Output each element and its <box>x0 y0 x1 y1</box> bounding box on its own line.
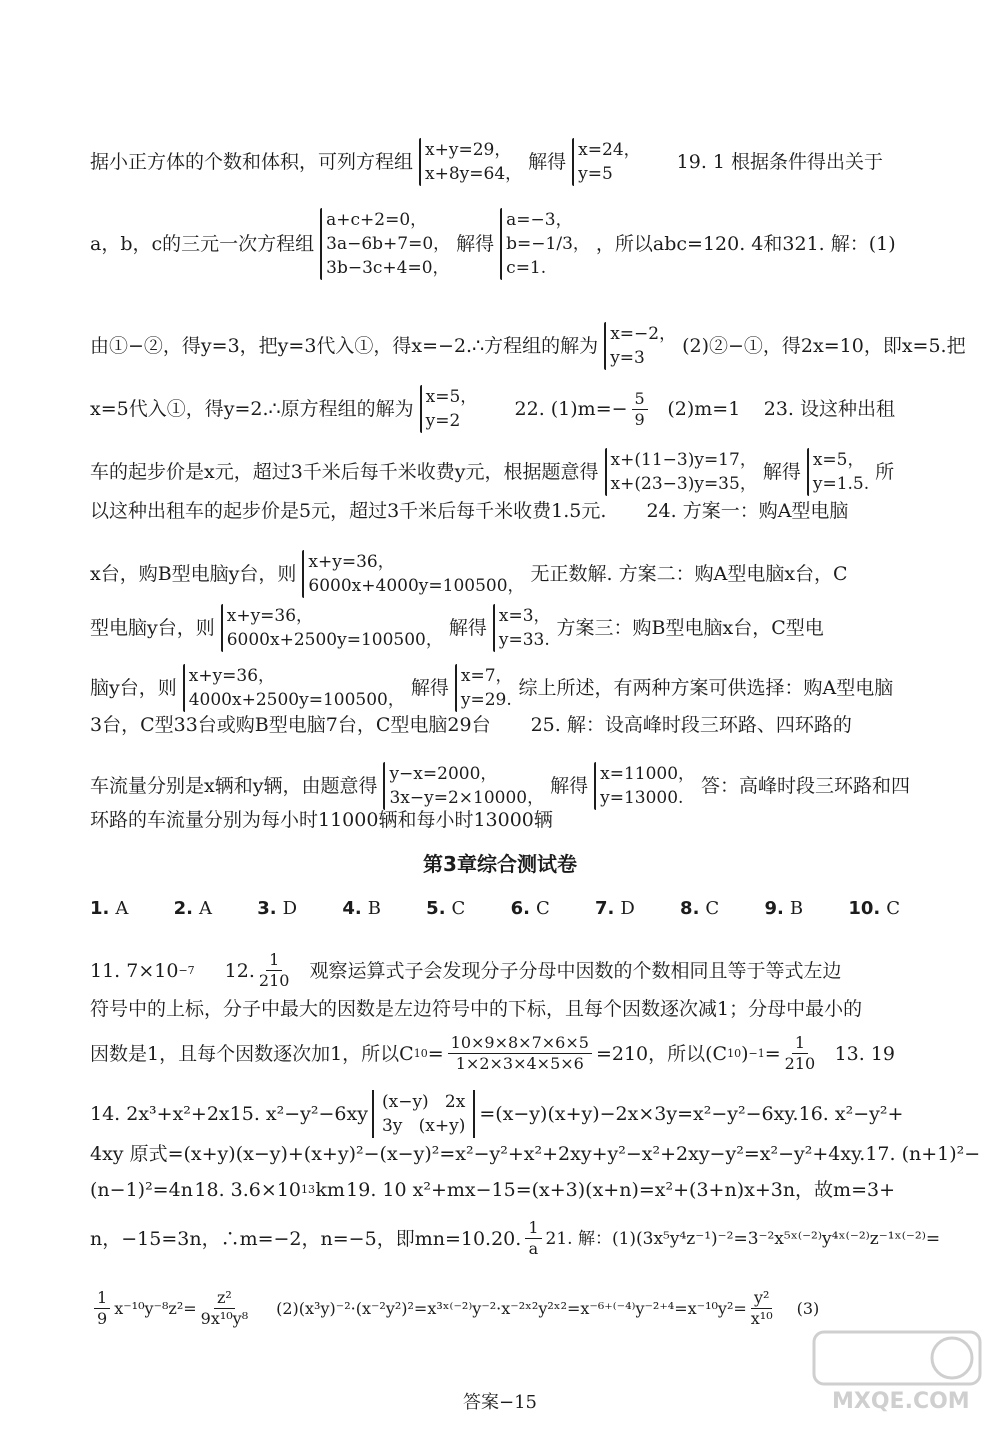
numerator: z² <box>214 1288 235 1309</box>
unit: km <box>315 1179 345 1201</box>
answer-letter: D <box>282 898 298 919</box>
numerator: 1 <box>94 1288 110 1309</box>
text: x台，购B型电脑y台，则 <box>90 563 297 585</box>
text: 车流量分别是x辆和y辆，由题意得 <box>90 775 378 797</box>
question-number: 9. <box>764 898 784 919</box>
denominator: 1×2×3×4×5×6 <box>455 1054 584 1073</box>
numerator: y² <box>751 1288 772 1309</box>
question-25: 25. 解：设高峰时段三环路、四环路的 <box>530 714 852 736</box>
numerator: 5 <box>632 389 648 410</box>
eq: c=1. <box>506 258 547 278</box>
question-17: 17. (n+1)²− <box>865 1143 981 1165</box>
eq: y=13000. <box>600 788 684 808</box>
question-number: 10. <box>848 898 881 919</box>
answer-letter: C <box>705 898 720 919</box>
text: 解得 <box>410 677 449 699</box>
eq: 3x−y=2×10000， <box>389 788 545 808</box>
text: 答：高峰时段三环路和四 <box>701 775 911 797</box>
mcq-answer <box>90 898 128 919</box>
answer-line-11 <box>90 762 911 810</box>
text: 方案三：购B型电脑x台，C型电 <box>556 617 824 639</box>
answer-line-12 <box>90 806 895 834</box>
answer-line-13 <box>90 950 895 991</box>
eq-sign: = <box>427 1042 444 1065</box>
equation-system <box>183 664 405 712</box>
question-number: 4. <box>342 898 362 919</box>
solution-system <box>594 762 695 810</box>
section-title: 第3章综合测试卷 <box>423 852 577 876</box>
eq: x=5， <box>425 387 478 407</box>
eq: x=3， <box>498 606 551 626</box>
denominator: 210 <box>784 1054 816 1073</box>
text: = <box>764 1042 781 1065</box>
eq: 6000x+4000y=100500， <box>308 576 525 596</box>
page-number: 答案−15 <box>463 1392 537 1413</box>
fraction <box>525 1218 541 1259</box>
text: 因数是1，且每个因数逐次加1，所以C <box>90 1042 414 1065</box>
answer-line-10 <box>90 711 895 739</box>
exponent: −7 <box>178 963 195 977</box>
eq: y=5 <box>578 164 613 184</box>
eq: y=1.5. <box>812 474 870 494</box>
question-15: 15. x²−y²−6xy <box>229 1103 368 1125</box>
answer-letter: C <box>451 898 466 919</box>
eq: 6000x+2500y=100500， <box>226 630 443 650</box>
answer-line-5 <box>90 448 895 496</box>
fraction <box>632 389 648 430</box>
eq: 4000x+2500y=100500， <box>188 690 405 710</box>
question-number: 3. <box>257 898 277 919</box>
equation-system <box>320 208 450 280</box>
answer-line-2 <box>90 208 895 280</box>
cell: 2x <box>444 1092 466 1112</box>
question-20: 20. <box>491 1227 522 1250</box>
answer-letter: D <box>620 898 635 919</box>
answer-line-18 <box>90 1176 895 1204</box>
question-11: 11. 7×10 <box>90 959 179 982</box>
eq: y−x=2000， <box>389 764 498 784</box>
answer-letter: A <box>115 898 129 919</box>
question-24: 24. 方案一：购A型电脑 <box>646 500 849 522</box>
det-row <box>382 1114 465 1138</box>
eq: a+c+2=0， <box>326 210 428 230</box>
text: 解得 <box>528 151 567 173</box>
eq: x=7， <box>460 666 513 686</box>
exponent: 13 <box>301 1183 315 1196</box>
mcq-answer <box>426 898 465 919</box>
question-16: 16. x²−y²+ <box>798 1103 904 1125</box>
determinant <box>372 1090 475 1138</box>
denominator: a <box>528 1239 539 1258</box>
eq: x=24， <box>578 140 641 160</box>
text: 解得 <box>762 461 801 483</box>
answer-line-20 <box>90 1288 895 1329</box>
equation-system <box>419 138 522 186</box>
mcq-answer <box>511 898 550 919</box>
eq: x+y=29， <box>425 140 512 160</box>
answer-line-3 <box>90 322 966 370</box>
text: 解得 <box>448 617 487 639</box>
eq: x+(11−3)y=17， <box>610 450 757 470</box>
answer-line-4 <box>90 385 895 433</box>
question-20: 20. 4和3 <box>715 233 795 255</box>
denominator: 9x¹⁰y⁸ <box>200 1309 249 1328</box>
answer-line-9 <box>90 664 895 712</box>
text: 综上所述，有两种方案可供选择：购A型电脑 <box>518 677 894 699</box>
answer-letter: B <box>367 898 381 919</box>
text: (n−1)²=4n <box>90 1179 193 1201</box>
solution-system <box>807 448 869 496</box>
solution-system <box>500 208 590 280</box>
answer-line-17 <box>90 1140 981 1168</box>
text: 由①−②，得y=3，把y=3代入①，得x=−2.∴方程组的解为 <box>90 335 599 357</box>
mcq-answer <box>342 898 381 919</box>
det-row <box>382 1090 465 1114</box>
answer-line-16 <box>90 1090 904 1138</box>
mcq-answer <box>848 898 900 919</box>
fraction <box>448 1033 592 1074</box>
equation-system <box>302 550 524 598</box>
equation-system <box>383 762 544 810</box>
answer-line-6 <box>90 497 895 525</box>
eq: a=−3， <box>506 210 573 230</box>
fraction <box>785 1033 816 1074</box>
question-22: 22. (1)m=− <box>514 398 628 420</box>
question-23: 23. 设这种出租 <box>763 398 896 420</box>
text: 脑y台，则 <box>90 677 177 699</box>
question-21: 21. 解：(1) <box>794 233 896 255</box>
question-14: 14. 2x³+x²+2x <box>90 1103 230 1125</box>
cell: (x+y) <box>418 1116 466 1136</box>
denominator: 9 <box>634 409 645 429</box>
text: (3) <box>796 1298 820 1318</box>
answer-line-14 <box>90 995 895 1023</box>
eq: 3b−3c+4=0， <box>326 258 450 278</box>
question-21: 21. 解：(1)(3x⁵y⁴z⁻¹)⁻²=3⁻²x⁵ˣ⁽⁻²⁾y⁴ˣ⁽⁻²⁾z⁻¹ˣ⁽⁻²⁾= <box>545 1228 941 1249</box>
solution-system <box>493 604 551 652</box>
text: 车的起步价是x元，超过3千米后每千米收费y元，根据题意得 <box>90 461 599 483</box>
text: 无正数解. 方案二：购A型电脑x台，C <box>530 563 848 585</box>
question-number: 2. <box>173 898 193 919</box>
eq: x+y=36， <box>226 606 314 626</box>
svg-text:MXQE.COM: MXQE.COM <box>832 1389 970 1414</box>
text: x=5代入①，得y=2.∴原方程组的解为 <box>90 398 414 420</box>
question-13: 13. 19 <box>834 1042 895 1065</box>
multiple-choice-answers <box>90 898 900 919</box>
question-number: 5. <box>426 898 446 919</box>
eq: x+y=36， <box>188 666 276 686</box>
text: =210，所以(C <box>595 1042 728 1065</box>
question-number: 7. <box>594 898 615 919</box>
eq: x+y=36， <box>308 552 395 572</box>
text: (2)m=1 <box>667 398 741 420</box>
answer-letter: B <box>789 898 804 919</box>
mcq-answer <box>680 898 719 919</box>
cell: (x−y) <box>381 1092 429 1112</box>
text: ) <box>741 1042 749 1065</box>
text: 环路的车流量分别为每小时11000辆和每小时13000辆 <box>90 809 553 831</box>
text: 3台，C型33台或购B型电脑7台，C型电脑29台 <box>90 714 491 736</box>
solution-system <box>420 385 478 433</box>
numerator: 10×9×8×7×6×5 <box>448 1033 592 1054</box>
denominator: 210 <box>258 971 290 990</box>
text: 解得 <box>456 233 495 255</box>
denominator: x¹⁰ <box>750 1309 773 1328</box>
text: 符号中的上标，分子中最大的因数是左边符号中的下标，且每个因数逐次减1；分母中最小的 <box>90 998 863 1020</box>
text: =(x−y)(x+y)−2x×3y=x²−y²−6xy. <box>479 1103 799 1125</box>
eq: x+(23−3)y=35， <box>610 474 757 494</box>
eq: 3a−6b+7=0， <box>326 234 451 254</box>
text: (2)(x³y)⁻²·(x⁻²y²)²=x³ˣ⁽⁻²⁾y⁻²·x⁻²ˣ²y²ˣ²=x⁻⁶⁺⁽⁻⁴⁾y⁻²⁺⁴=x⁻¹⁰y²= <box>276 1298 747 1318</box>
text: 4xy 原式=(x+y)(x−y)+(x+y)²−(x−y)²=x²−y²+x²+2xy+y²−x²+2xy−y²=x²−y²+4xy. <box>90 1143 866 1165</box>
solution-system <box>455 664 513 712</box>
answer-line-7 <box>90 550 895 598</box>
text: 以这种出租车的起步价是5元，超过3千米后每千米收费1.5元. <box>90 500 607 522</box>
eq: y=2 <box>425 411 461 431</box>
eq: y=33. <box>498 630 550 650</box>
mcq-answer <box>174 898 212 919</box>
eq: x=11000， <box>600 764 696 784</box>
text: 据小正方体的个数和体积，可列方程组 <box>90 151 414 173</box>
eq: x+8y=64， <box>425 164 523 184</box>
text: a，b，c的三元一次方程组 <box>90 233 315 255</box>
cell: 3y <box>381 1116 403 1136</box>
text: ，所以abc=1 <box>595 233 716 255</box>
question-number: 6. <box>510 898 530 919</box>
solution-system <box>604 322 676 370</box>
eq: x=−2， <box>610 324 677 344</box>
question-number: 1. <box>90 898 110 919</box>
denominator: 9 <box>97 1309 108 1328</box>
answer-line-8 <box>90 604 895 652</box>
eq: y=3 <box>610 348 645 368</box>
eq: b=−1/3， <box>506 234 590 254</box>
fraction <box>751 1288 773 1329</box>
answer-line-1 <box>90 138 895 186</box>
text: x⁻¹⁰y⁻⁸z²= <box>114 1298 197 1318</box>
text: 观察运算式子会发现分子分母中因数的个数相同且等于等式左边 <box>309 959 842 982</box>
watermark-logo <box>812 1330 982 1424</box>
equation-system <box>605 448 757 496</box>
fraction <box>201 1288 248 1329</box>
solution-system <box>572 138 640 186</box>
text: 型电脑y台，则 <box>90 617 215 639</box>
text: 所 <box>875 461 895 483</box>
answer-letter: A <box>199 898 212 919</box>
answer-letter: C <box>886 898 900 919</box>
answer-letter: C <box>535 898 550 919</box>
fraction <box>259 950 290 991</box>
question-19: 19. 10 x²+mx−15=(x+3)(x+n)=x²+(3+n)x+3n，故m=3+ <box>346 1179 896 1201</box>
question-19: 19. 1 根据条件得出关于 <box>676 151 884 173</box>
text: (2)②−①，得2x=10，即x=5.把 <box>682 335 966 357</box>
question-12: 12. <box>224 959 255 982</box>
question-18: 18. 3.6×10 <box>194 1179 301 1201</box>
numerator: 1 <box>525 1218 541 1239</box>
eq: x=5， <box>812 450 865 470</box>
text: 解得 <box>550 775 589 797</box>
equation-system <box>221 604 443 652</box>
mcq-answer <box>764 898 803 919</box>
fraction <box>94 1288 110 1329</box>
mcq-answer <box>595 898 635 919</box>
numerator: 1 <box>266 950 282 971</box>
text: n，−15=3n，∴m=−2，n=−5，即mn=10. <box>90 1227 492 1250</box>
numerator: 1 <box>792 1033 808 1054</box>
mcq-answer <box>257 898 297 919</box>
eq: y=29. <box>460 690 512 710</box>
question-number: 8. <box>680 898 700 919</box>
answer-line-15: 因数是1，且每个因数逐次加1，所以C 10 = $\frac{10\times 9\times 8\times 7\times 6\times 5}{1\times 2\times 3\times 4\times 5\times 6}$ =210，所以(C 10 ) −1 = $\frac{1}{210}$ 13. 19 <box>90 1033 895 1073</box>
answer-line-19 <box>90 1218 941 1259</box>
